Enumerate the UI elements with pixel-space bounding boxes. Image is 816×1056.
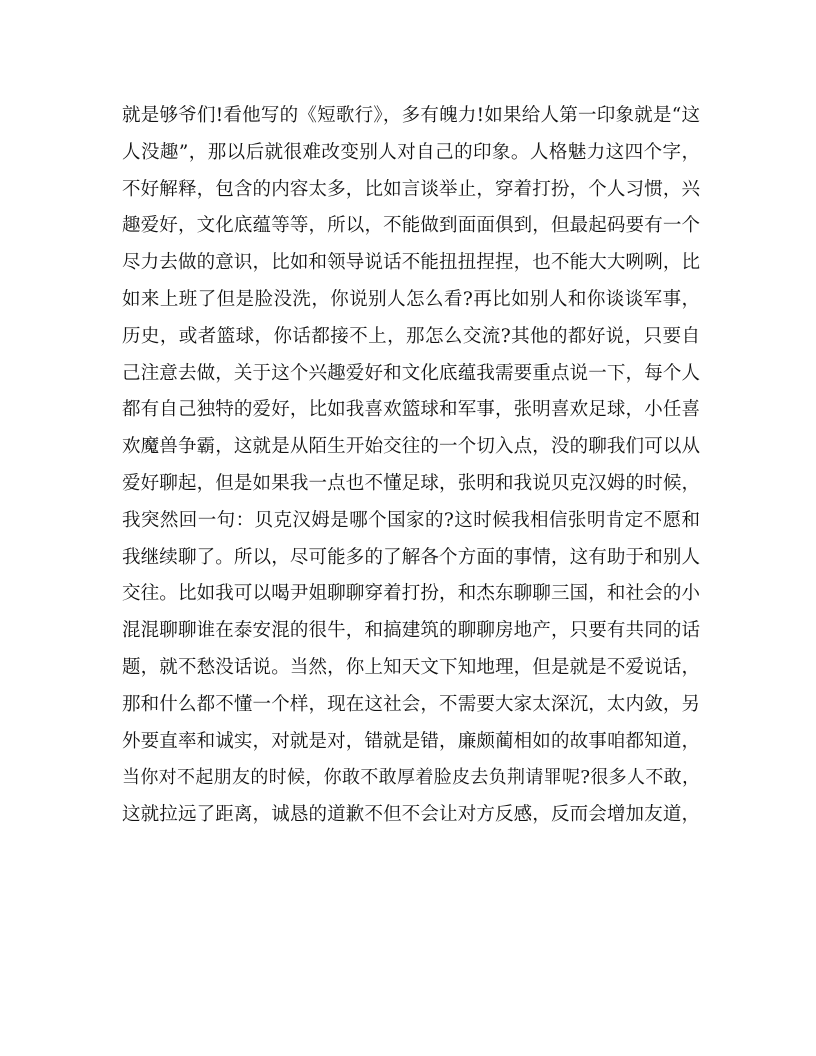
text-line: 题，就不愁没话说。当然，你上知天文下知地理，但是就是不爱说话，: [122, 656, 700, 678]
text-line: 那和什么都不懂一个样，现在这社会，不需要大家太深沉，太内敛，另: [122, 693, 700, 715]
text-line: 外要直率和诚实，对就是对，错就是错，廉颇蔺相如的故事咱都知道，: [122, 730, 700, 752]
text-line: 这就拉远了距离，诚恳的道歉不但不会让对方反感，反而会增加友道，: [122, 804, 700, 826]
text-line: 我突然回一句：贝克汉姆是哪个国家的?这时候我相信张明肯定不愿和: [122, 509, 700, 531]
text-line: 当你对不起朋友的时候，你敢不敢厚着脸皮去负荆请罪呢?很多人不敢，: [122, 767, 700, 789]
text-line: 尽力去做的意识，比如和领导说话不能扭扭捏捏，也不能大大咧咧，比: [122, 252, 700, 274]
text-line: 我继续聊了。所以，尽可能多的了解各个方面的事情，这有助于和别人: [122, 546, 700, 568]
text-line: 趣爱好，文化底蕴等等，所以，不能做到面面俱到，但最起码要有一个: [122, 215, 700, 237]
text-line: 混混聊聊谁在泰安混的很牛，和搞建筑的聊聊房地产，只要有共同的话: [122, 620, 700, 642]
text-line: 历史，或者篮球，你话都接不上，那怎么交流?其他的都好说，只要自: [122, 325, 700, 347]
text-line: 欢魔兽争霸，这就是从陌生开始交往的一个切入点，没的聊我们可以从: [122, 436, 700, 458]
text-line: 交往。比如我可以喝尹姐聊聊穿着打扮，和杰东聊聊三国，和社会的小: [122, 583, 700, 605]
body-text: [122, 98, 700, 834]
text-line: 都有自己独特的爱好，比如我喜欢篮球和军事，张明喜欢足球，小任喜: [122, 399, 700, 421]
text-line: 如来上班了但是脸没洗，你说别人怎么看?再比如别人和你谈谈军事，: [122, 288, 700, 310]
text-line: 就是够爷们!看他写的《短歌行》，多有魄力!如果给人第一印象就是“这: [122, 105, 700, 126]
text-line: 爱好聊起，但是如果我一点也不懂足球，张明和我说贝克汉姆的时候，: [122, 472, 700, 494]
text-line: 己注意去做，关于这个兴趣爱好和文化底蕴我需要重点说一下，每个人: [122, 362, 700, 384]
text-line: 人没趣”，那以后就很难改变别人对自己的印象。人格魅力这四个字，: [122, 141, 700, 163]
text-line: 不好解释，包含的内容太多，比如言谈举止，穿着打扮，个人习惯，兴: [122, 178, 700, 200]
